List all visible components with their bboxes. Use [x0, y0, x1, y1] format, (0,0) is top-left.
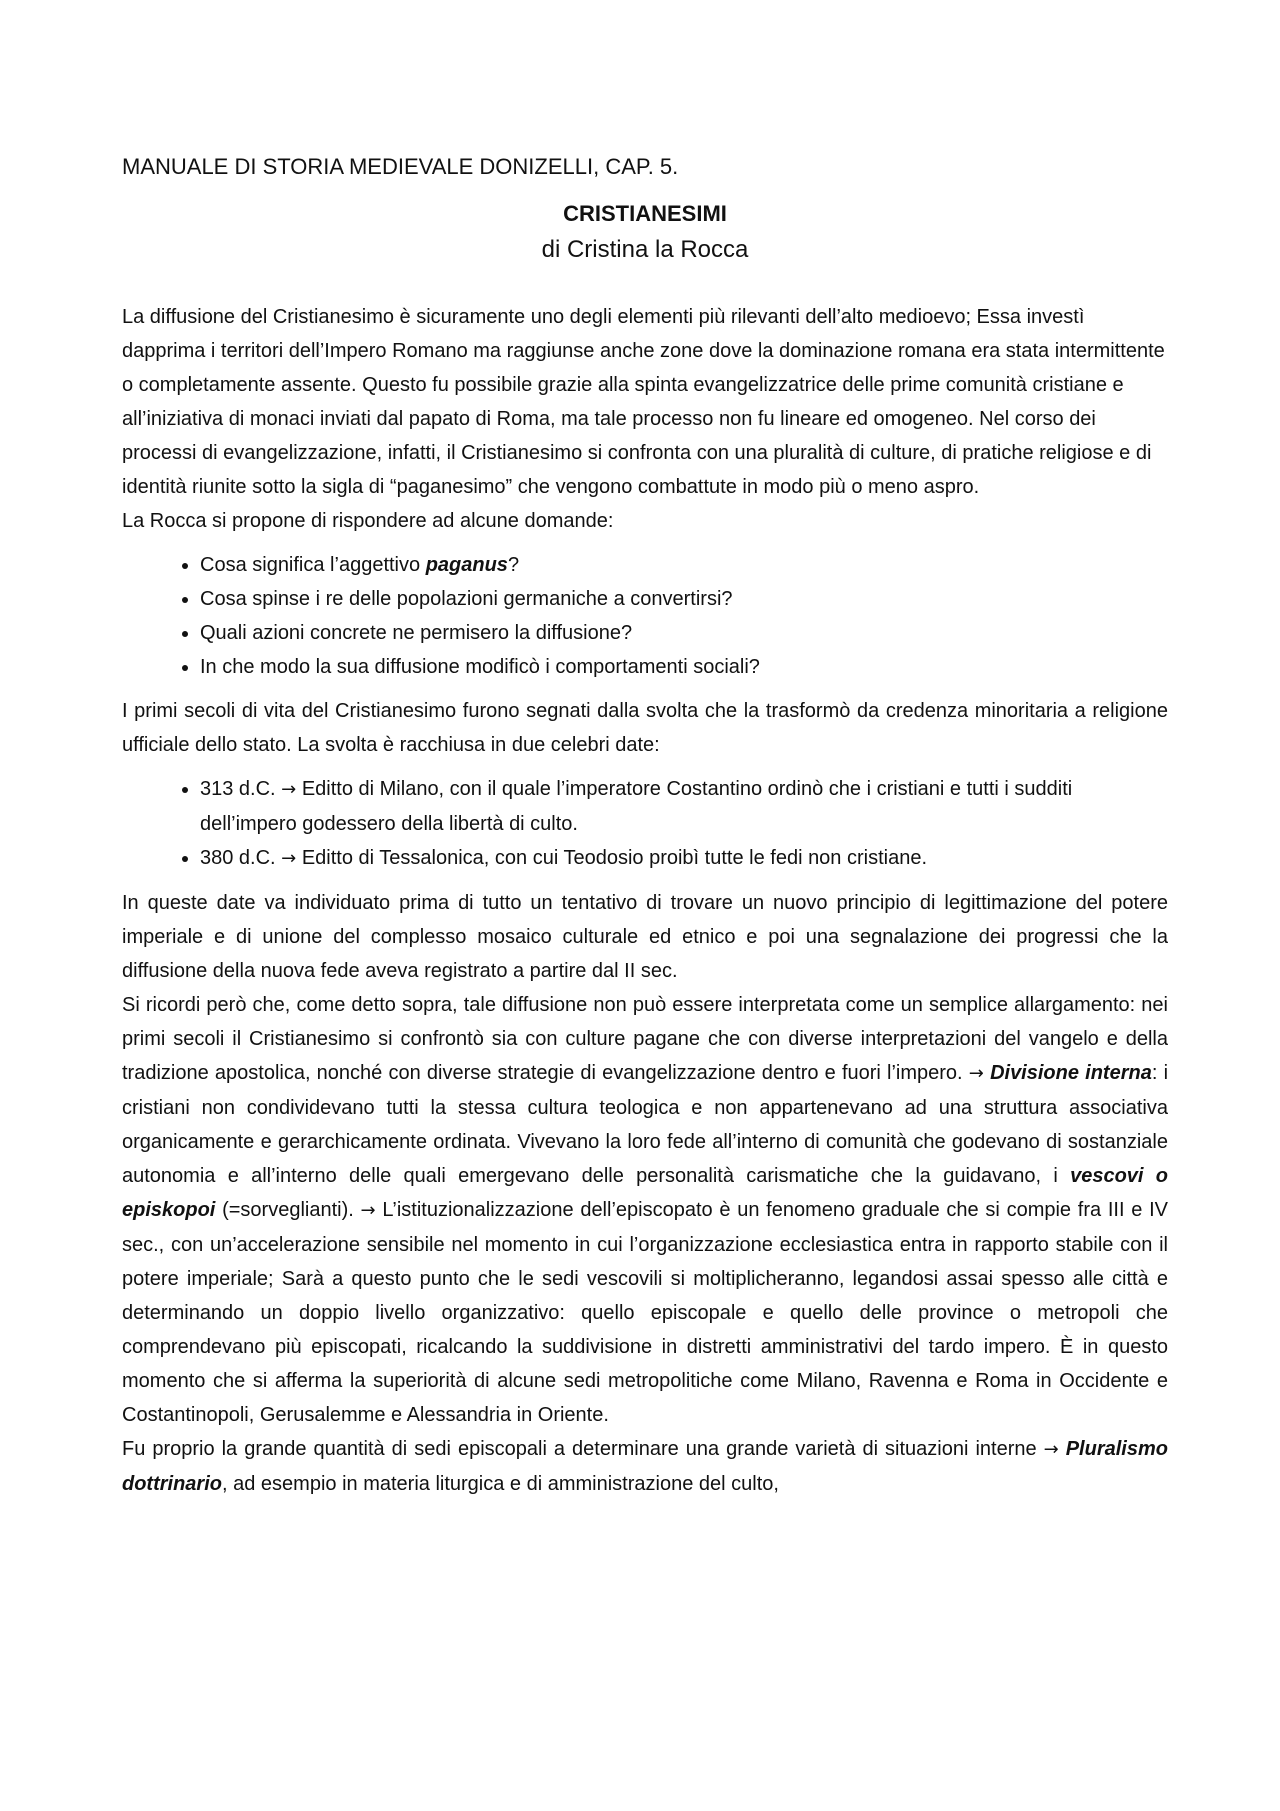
paragraph-text: Si ricordi però che, come detto sopra, tale diffusione non può essere interpretata come un semplice allargamento: nei primi secoli il Cristianesimo si confrontò sia con culture pagane che con diverse interpretazioni del vangelo e della tradizione apostolica, nonché con diverse strategie di evangelizzazione dentro e fuori l’impero.: [122, 994, 1168, 1084]
emphasized-term: paganus: [425, 554, 508, 576]
paragraph: In queste date va individuato prima di tutto un tentativo di trovare un nuovo principio di legittimazione del potere imperiale e di unione del complesso mosaico culturale ed etnico e poi una segnalazione dei progressi che la diffusione della nuova fede aveva registrato a partire dal II sec.: [122, 892, 1168, 982]
date-description: Editto di Milano, con il quale l’imperatore Costantino ordinò che i cristiani e tutti i sudditi dell’impero godessero della libertà di culto.: [200, 778, 1073, 835]
paragraph-text: (=sorveglianti).: [215, 1199, 361, 1221]
list-item: • Cosa spinse i re delle popolazioni germaniche a convertirsi?: [200, 582, 1168, 616]
list-item: [200, 841, 1168, 876]
intro-text: La diffusione del Cristianesimo è sicuramente uno degli elementi più rilevanti dell’alto medioevo; Essa investì dapprima i territori dell’Impero Romano ma raggiunse anche zone dove la dominazione romana era stata intermittente o completamente assente. Questo fu possibile grazie alla spinta evangelizzatrice delle prime comunità cristiane e all’iniziativa di monaci inviati dal papato di Roma, ma tale processo non fu lineare ed omogeneo. Nel corso dei processi di evangelizzazione, infatti, il Cristianesimo si confronta con una pluralità di culture, di pratiche religiose e di identità riunite sotto la sigla di “paganesimo” che vengono combattute in modo più o meno aspro.: [122, 306, 1165, 498]
date-label: 313 d.C.: [200, 778, 276, 800]
document-author: di Cristina la Rocca: [541, 236, 749, 263]
questions-list: [122, 548, 1168, 684]
arrow-icon: →: [968, 1063, 984, 1084]
document-title: CRISTIANESIMI: [563, 201, 727, 226]
list-item: • Quali azioni concrete ne permisero la diffusione?: [200, 616, 1168, 650]
list-item: [200, 548, 1168, 582]
emphasized-term: Pluralismo dottrinario: [122, 1438, 1168, 1495]
date-description: Editto di Tessalonica, con cui Teodosio proibì tutte le fedi non cristiane.: [296, 847, 928, 869]
paragraph-text: L’istituzionalizzazione dell’episcopato è un fenomeno graduale che si compie fra III e IV sec., con un’accelerazione sensibile nel momento in cui l’organizzazione ecclesiastica entra in rapporto stabile con il potere imperiale; Sarà a questo punto che le sedi vescovili si moltiplicheranno, legandosi assai spesso alle città e determinando un doppio livello organizzativo: quello episcopale e quello delle province o metropoli che comprendevano più episcopati, ricalcando la suddivisione in distretti amministrativi del tardo impero. È in questo momento che si afferma la superiorità di alcune sedi metropolitiche come Milano, Ravenna e Roma in Occidente e Costantinopoli, Gerusalemme e Alessandria in Oriente.: [122, 1199, 1168, 1426]
paragraph: [122, 988, 1168, 1432]
paragraph-text: Fu proprio la grande quantità di sedi episcopali a determinare una grande varietà di situazioni interne: [122, 1438, 1044, 1460]
paragraph-text: , ad esempio in materia liturgica e di amministrazione del culto,: [222, 1473, 779, 1495]
list-item: [200, 772, 1168, 841]
paragraph-text: : i cristiani non condividevano tutti la stessa cultura teologica e non appartenevano ad una struttura associativa organicamente e gerarchicamente ordinata. Vivevano la loro fede all’interno di comunità che godevano di sostanziale autonomia e all’interno delle quali emergevano delle personalità carismatiche che la guidavano, i: [122, 1062, 1169, 1187]
questions-intro: La Rocca si propone di rispondere ad alcune domande:: [122, 510, 614, 532]
date-label: 380 d.C.: [200, 847, 276, 869]
document-header: MANUALE DI STORIA MEDIEVALE DONIZELLI, CAP. 5.: [122, 154, 679, 179]
arrow-icon: →: [281, 848, 297, 869]
dates-list: [122, 772, 1168, 876]
emphasized-term: Divisione interna: [990, 1062, 1152, 1084]
arrow-icon: →: [1043, 1439, 1059, 1460]
paragraph: [122, 1432, 1168, 1501]
intro-paragraph: [122, 300, 1168, 538]
document-body: [122, 150, 1168, 1501]
emphasized-term: vescovi o episkopoi: [122, 1165, 1168, 1221]
paragraph: I primi secoli di vita del Cristianesimo furono segnati dalla svolta che la trasformò da credenza minoritaria a religione ufficiale dello stato. La svolta è racchiusa in due celebri date:: [122, 700, 1168, 756]
list-item: • In che modo la sua diffusione modificò i comportamenti sociali?: [200, 650, 1168, 684]
question-text: ?: [507, 554, 520, 576]
arrow-icon: →: [281, 779, 297, 800]
question-text: Cosa significa l’aggettivo: [200, 554, 426, 576]
arrow-icon: →: [360, 1200, 376, 1221]
